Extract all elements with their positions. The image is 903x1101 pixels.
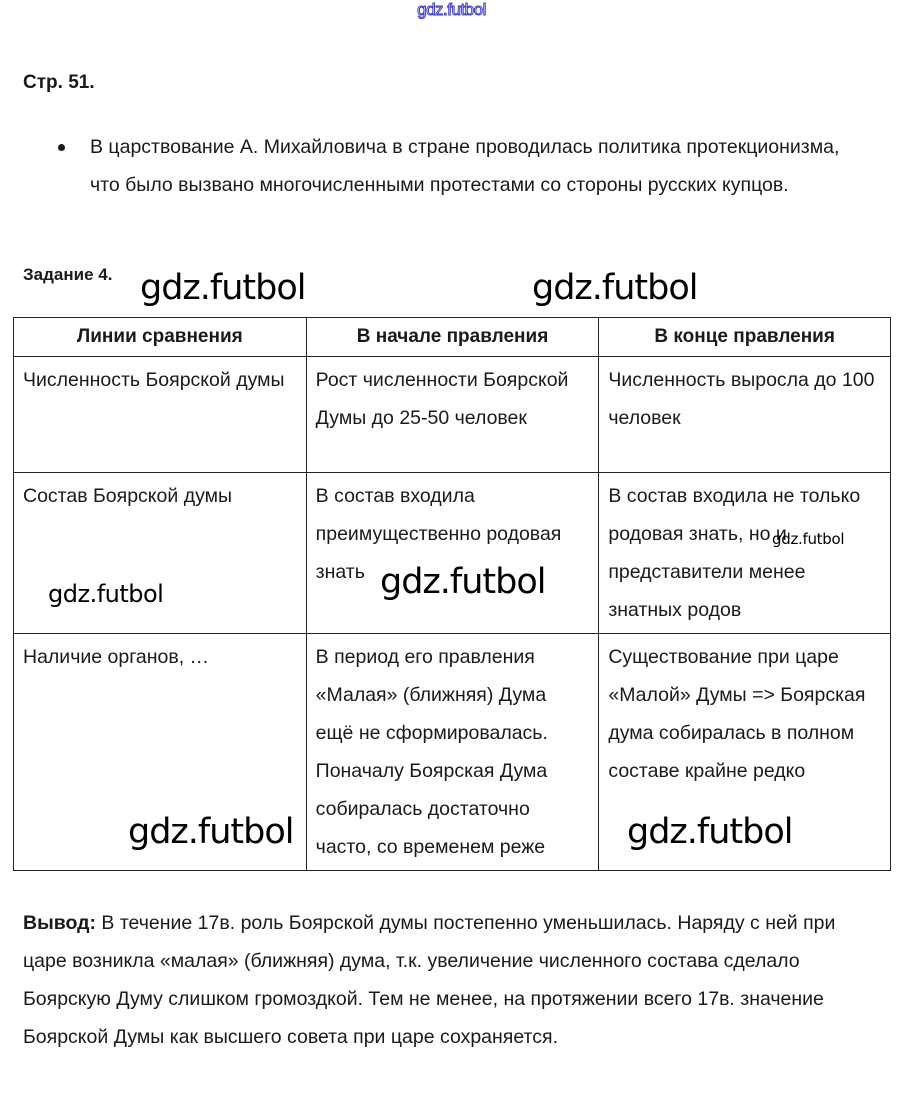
table-header: Линии сравнения [14,318,307,357]
watermark: gdz.futbol [627,812,793,852]
bullet-icon [58,144,65,151]
conclusion [23,904,883,1056]
table-header: В начале правления [306,318,599,357]
top-watermark: gdz.futbol [417,0,486,19]
table-header: В конце правления [599,318,891,357]
table-cell: В состав входила преимущественно родовая знать [306,473,599,634]
table-cell: Наличие органов, … [14,634,307,871]
table-header-row [14,318,891,357]
task-title: Задание 4. [23,265,113,284]
watermark: gdz.futbol [140,268,306,308]
table-cell: Рост численности Боярской Думы до 25-50 человек [306,357,599,473]
watermark: gdz.futbol [532,268,698,308]
table-cell: Численность Боярской думы [14,357,307,473]
watermark: gdz.futbol [772,530,845,548]
conclusion-label: Вывод: [23,912,96,934]
bullet-text: В царствование А. Михайловича в стране проводилась политика протекционизма, что было вызвано многочисленными протестами со стороны русских купцов. [90,136,840,196]
table-row [14,357,891,473]
watermark: gdz.futbol [48,580,164,608]
page-heading: Стр. 51. [23,72,95,93]
bullet-list [58,128,858,204]
table-cell: Состав Боярской думы [14,473,307,634]
table-row [14,473,891,634]
table-cell: Существование при царе «Малой» Думы => Боярская дума собиралась в полном составе крайне редко [599,634,891,871]
table-cell: В состав входила не только родовая знать, но и представители менее знатных родов [599,473,891,634]
bullet-item [58,128,858,204]
watermark: gdz.futbol [128,812,294,852]
table-cell: В период его правления «Малая» (ближняя) Дума ещё не сформировалась. Поначалу Боярская Дума собиралась достаточно часто, со временем реже [306,634,599,871]
watermark: gdz.futbol [380,562,546,602]
table-cell: Численность выросла до 100 человек [599,357,891,473]
conclusion-text: В течение 17в. роль Боярской думы постепенно уменьшилась. Наряду с ней при царе возникла «малая» (ближняя) дума, т.к. увеличение численного состава сделало Боярскую Думу слишком громоздкой. Тем не менее, на протяжении всего 17в. значение Боярской Думы как высшего совета при царе сохраняется. [23,912,836,1048]
